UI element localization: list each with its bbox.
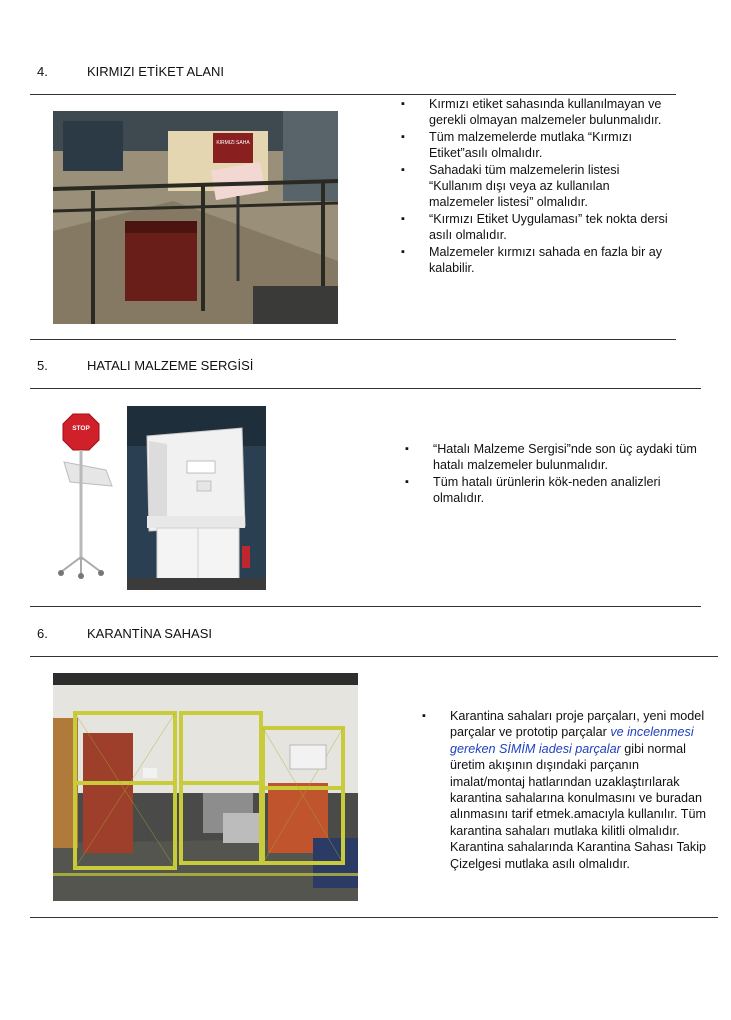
bullet-text: Karantina sahaları proje parçaları, yeni model parçalar ve prototip parçalar bbox=[450, 709, 705, 740]
red-tag-area-photo bbox=[53, 111, 338, 324]
quarantine-area-photo bbox=[53, 673, 358, 901]
list-item: ▪ Tüm hatalı ürünlerin kök-neden analizleri olmalıdır. bbox=[405, 474, 700, 507]
section-5-bullets bbox=[405, 441, 700, 507]
section-number: 4. bbox=[37, 64, 48, 79]
stop-sign-text: STOP bbox=[72, 425, 90, 432]
section-divider bbox=[30, 94, 676, 95]
section-divider bbox=[30, 656, 718, 657]
list-item bbox=[422, 708, 712, 872]
list-item: ▪ Tüm malzemelerde mutlaka “Kırmızı Etiket”asılı olmalıdır. bbox=[401, 129, 671, 162]
stop-sign-stand-illustration bbox=[56, 412, 116, 582]
list-item: ▪ Sahadaki tüm malzemelerin listesi “Kullanım dışı veya az kullanılan malzemeler listesi” olmalıdır. bbox=[401, 162, 671, 211]
list-item: ▪ “Kırmızı Etiket Uygulaması” tek nokta dersi asılı olmalıdır. bbox=[401, 211, 671, 244]
section-6-bullets bbox=[422, 708, 712, 872]
bullet-text: gibi normal üretim akışının dışındaki parçanın imalat/montaj hatlarından uzaklaştırılarak karantina sahalarına konulmasını ve buradan alınmasını tarif etmek.amacıyla kullanılır. Tüm karantina sahaları mutlaka kilitli olmalıdır. Karantina sahalarında Karantina Sahası Takip Çizelgesi mutlaka asılı olmalıdır. bbox=[450, 741, 707, 871]
section-number: 6. bbox=[37, 626, 48, 641]
section-divider bbox=[30, 388, 701, 389]
section-title: KARANTİNA SAHASI bbox=[87, 626, 212, 641]
defective-material-display-photo bbox=[127, 406, 266, 590]
section-number: 5. bbox=[37, 358, 48, 373]
sign-text: KIRMIZI SAHA bbox=[216, 140, 250, 146]
section-divider bbox=[30, 606, 701, 607]
list-item: ▪ Kırmızı etiket sahasında kullanılmayan ve gerekli olmayan malzemeler bulunmalıdır. bbox=[401, 96, 671, 129]
section-title: HATALI MALZEME SERGİSİ bbox=[87, 358, 254, 373]
section-divider bbox=[30, 917, 718, 918]
section-divider bbox=[30, 339, 676, 340]
list-item: ▪ “Hatalı Malzeme Sergisi”nde son üç aydaki tüm hatalı malzemeler bulunmalıdır. bbox=[405, 441, 700, 474]
section-4-bullets bbox=[401, 96, 671, 276]
highlighted-text: ve incelenmesi gereken SİMİM iadesi parçalar bbox=[450, 725, 694, 756]
list-item: ▪ Malzemeler kırmızı sahada en fazla bir ay kalabilir. bbox=[401, 244, 671, 277]
section-title: KIRMIZI ETİKET ALANI bbox=[87, 64, 225, 79]
